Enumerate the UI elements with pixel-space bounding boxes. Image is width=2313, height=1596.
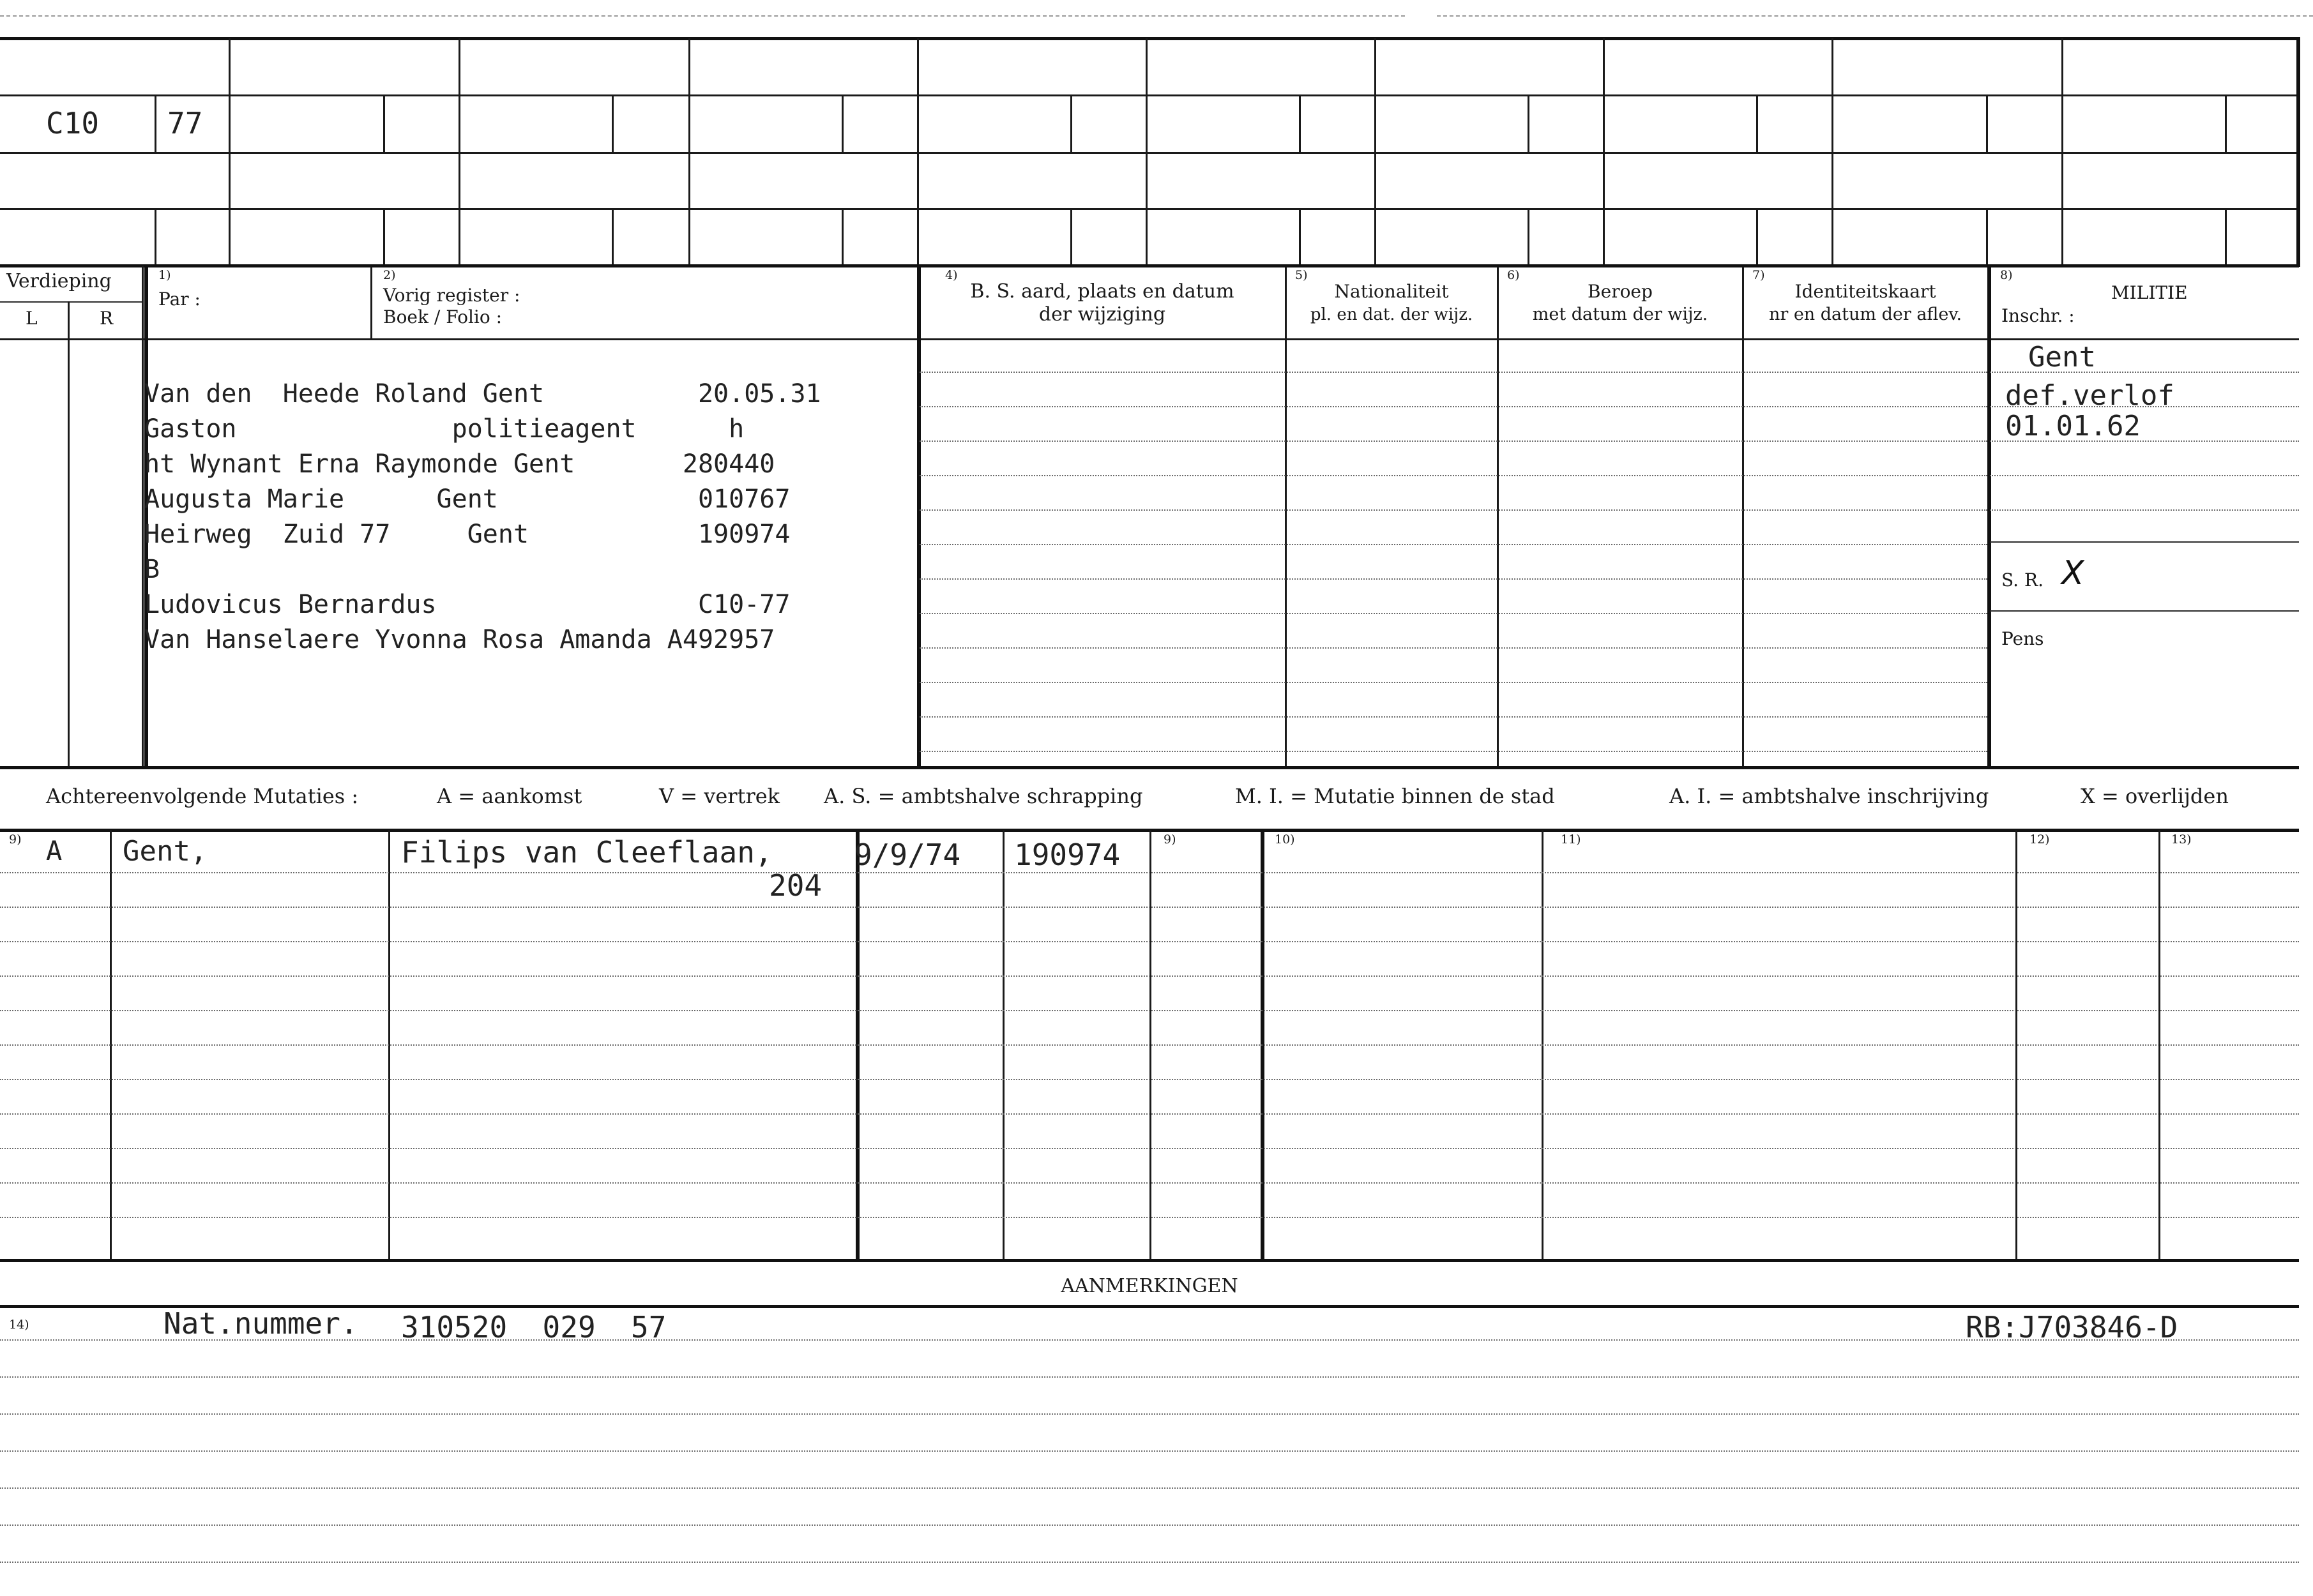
par-label: Par :: [158, 289, 201, 310]
dotted-rule: [0, 1010, 2299, 1011]
dotted-rule: [0, 1217, 2299, 1218]
person-line: Van den Heede Roland Gent 20.05.31: [144, 379, 821, 409]
beroep-header-line1: Beroep: [1588, 281, 1653, 302]
dotted-rule: [0, 941, 2299, 942]
dotted-rule: [1990, 509, 2299, 511]
block-number: 77: [167, 106, 203, 140]
sr-mark: X: [2061, 554, 2084, 592]
mut-place: Gent,: [123, 835, 208, 868]
dotted-rule: [920, 716, 1987, 718]
pens-label: Pens: [2001, 628, 2044, 649]
dotted-rule: [0, 907, 2299, 908]
id-header-line2: nr en datum der aflev.: [1768, 305, 1962, 324]
legend-v: V = vertrek: [659, 784, 780, 808]
remarks-title: AANMERKINGEN: [1061, 1275, 1238, 1297]
mut-num-13: 13): [2171, 832, 2192, 847]
inschr-label: Inschr. :: [2001, 305, 2075, 326]
nat-header-line1: Nationaliteit: [1334, 281, 1449, 302]
dotted-rule: [0, 1413, 2299, 1415]
mut-date: 9/9/74: [854, 838, 961, 872]
remarks-number: 14): [9, 1318, 29, 1332]
par-number: 1): [158, 268, 171, 282]
legend-as: A. S. = ambtshalve schrapping: [824, 784, 1143, 808]
sr-label: S. R.: [2001, 569, 2044, 591]
dotted-rule: [0, 1113, 2299, 1115]
dotted-rule: [0, 1376, 2299, 1378]
militie-label: MILITIE: [2111, 282, 2188, 303]
dotted-rule: [0, 975, 2299, 977]
mut-num-9: 9): [9, 832, 22, 847]
dotted-rule: [920, 406, 1987, 407]
dotted-rule: [920, 372, 1987, 373]
beroep-number: 6): [1507, 268, 1520, 282]
legend-x: X = overlijden: [2081, 784, 2229, 808]
dotted-rule: [0, 1079, 2299, 1080]
block-code: C10: [46, 106, 100, 140]
person-line: B: [144, 555, 160, 584]
nat-header-line2: pl. en dat. der wijz.: [1310, 305, 1473, 324]
boek-folio-label: Boek / Folio :: [383, 306, 503, 327]
bs-header-line2: der wijziging: [1038, 303, 1166, 326]
dotted-rule: [0, 872, 2299, 873]
person-line: Heirweg Zuid 77 Gent 190974: [144, 520, 791, 549]
militie-place: Gent: [2028, 341, 2096, 373]
mut-code: 190974: [1014, 838, 1121, 872]
nat-number-label: Nat.nummer.: [163, 1306, 358, 1341]
dotted-rule: [0, 1339, 2299, 1341]
mut-num-10: 10): [1275, 832, 1295, 847]
dotted-rule: [0, 1148, 2299, 1149]
person-line: ht Wynant Erna Raymonde Gent 280440: [144, 449, 775, 479]
dotted-rule: [0, 1524, 2299, 1526]
mutations-title: Achtereenvolgende Mutaties :: [46, 784, 359, 808]
vorig-register-label: Vorig register :: [383, 285, 520, 306]
dotted-rule: [920, 440, 1987, 442]
legend-a: A = aankomst: [437, 784, 582, 808]
person-entries: [144, 377, 821, 658]
person-line: Van Hanselaere Yvonna Rosa Amanda A492957: [144, 625, 775, 654]
col-l-label: L: [26, 308, 38, 329]
dotted-rule: [920, 682, 1987, 683]
legend-mi: M. I. = Mutatie binnen de stad: [1235, 784, 1555, 808]
nat-number: 5): [1295, 268, 1308, 282]
dotted-rule: [920, 544, 1987, 545]
militie-status: def.verlof: [2005, 379, 2174, 412]
bs-number: 4): [945, 268, 958, 282]
id-number: 7): [1752, 268, 1765, 282]
mut-num-11: 11): [1561, 832, 1581, 847]
militie-number: 8): [2000, 268, 2013, 282]
dotted-rule: [920, 509, 1987, 511]
dotted-rule: [0, 1044, 2299, 1046]
rb-number: RB:J703846-D: [1966, 1310, 2178, 1344]
dotted-rule: [1990, 475, 2299, 476]
vorig-number: 2): [383, 268, 396, 282]
dotted-rule: [0, 1487, 2299, 1489]
dotted-rule: [920, 751, 1987, 752]
person-line: Ludovicus Bernardus C10-77: [144, 590, 791, 619]
dotted-rule: [0, 1562, 2299, 1563]
dotted-rule: [920, 578, 1987, 580]
person-line: Gaston politieagent h: [144, 414, 745, 444]
dotted-rule: [0, 1182, 2299, 1184]
mut-house-number: 204: [769, 868, 823, 903]
nat-number-value: 310520 029 57: [401, 1310, 667, 1344]
dotted-rule: [920, 613, 1987, 614]
mut-num-9b: 9): [1164, 832, 1176, 847]
dotted-rule: [920, 647, 1987, 649]
verdieping-label: Verdieping: [6, 270, 112, 292]
col-r-label: R: [100, 308, 114, 329]
bs-header-line1: B. S. aard, plaats en datum: [970, 280, 1234, 303]
dotted-rule: [920, 475, 1987, 476]
mut-num-12: 12): [2029, 832, 2050, 847]
dotted-rule: [0, 1450, 2299, 1452]
beroep-header-line2: met datum der wijz.: [1532, 305, 1708, 324]
person-line: Augusta Marie Gent 010767: [144, 485, 791, 514]
mut-street: Filips van Cleeflaan,: [401, 835, 773, 870]
id-header-line1: Identiteitskaart: [1794, 281, 1936, 302]
militie-date: 01.01.62: [2005, 410, 2141, 442]
legend-ai: A. I. = ambtshalve inschrijving: [1669, 784, 1989, 808]
mut-type: A: [46, 835, 63, 866]
